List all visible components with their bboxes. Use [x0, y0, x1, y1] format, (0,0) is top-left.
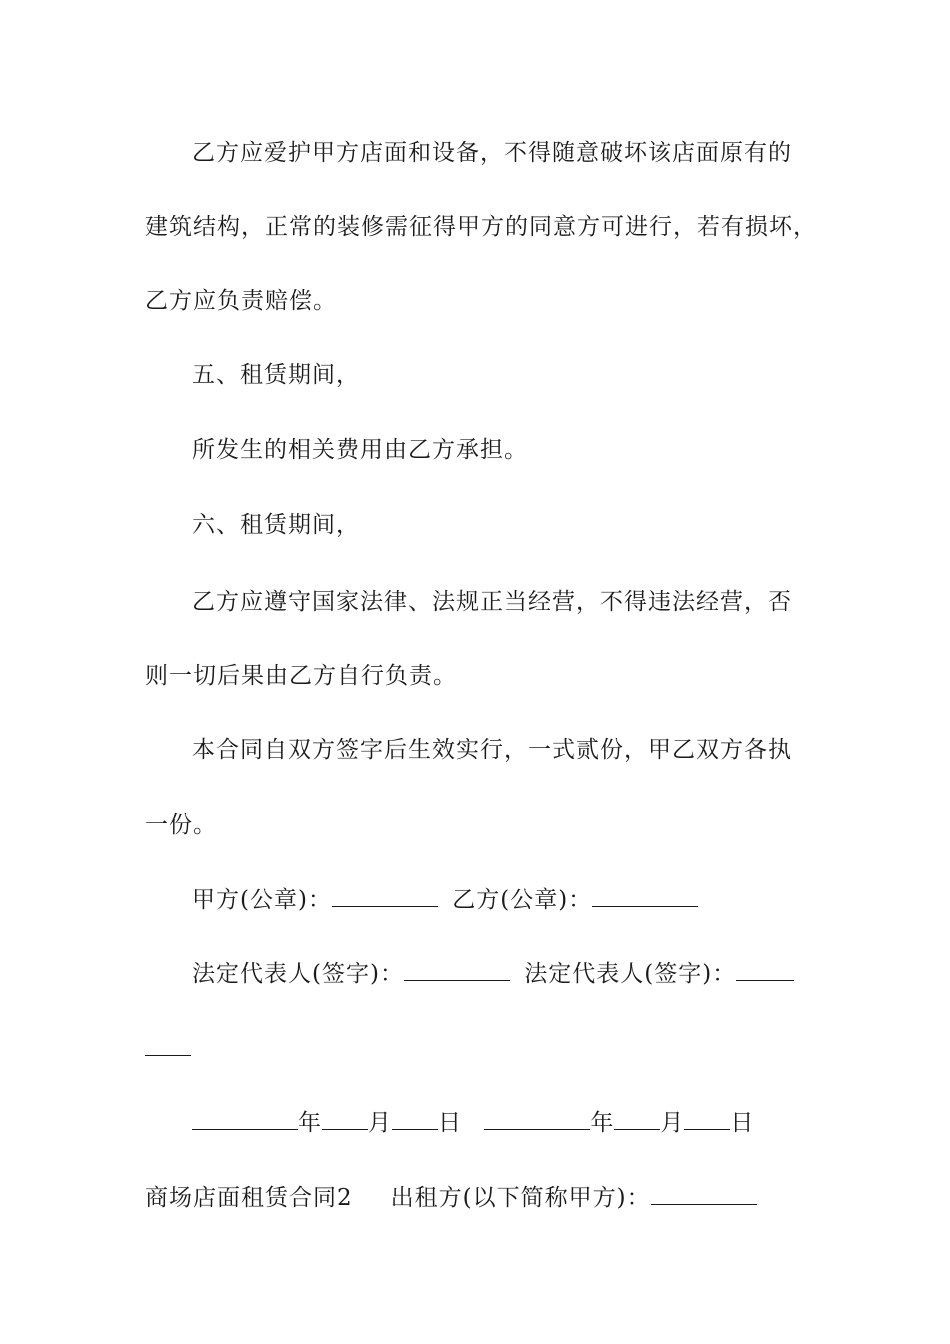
party-a-seal-blank: [332, 886, 438, 907]
year-label-b: 年: [590, 1110, 615, 1136]
year-label-a: 年: [298, 1110, 322, 1136]
rep-b-blank-continued: [145, 1035, 191, 1056]
lessor-label: 出租方(以下简称甲方)：: [390, 1185, 651, 1211]
representative-line: [192, 959, 794, 989]
month-blank-b: [614, 1109, 660, 1130]
month-label-b: 月: [660, 1110, 685, 1136]
party-a-seal-label: 甲方(公章)：: [192, 887, 332, 913]
paragraph-line: 乙方应遵守国家法律、法规正当经营，不得违法经营，否: [192, 589, 792, 615]
rep-a-blank: [404, 960, 510, 981]
year-blank-a: [192, 1109, 298, 1130]
month-label-a: 月: [368, 1110, 392, 1136]
paragraph-line: 所发生的相关费用由乙方承担。: [192, 437, 528, 463]
day-label-a: 日: [438, 1110, 462, 1136]
date-line: [192, 1108, 754, 1138]
day-label-b: 日: [730, 1110, 755, 1136]
paragraph-line: 一份。: [145, 812, 217, 838]
next-contract-line: [145, 1183, 757, 1213]
seal-line: [192, 885, 698, 915]
rep-b-label: 法定代表人(签字)：: [524, 961, 737, 987]
month-blank-a: [322, 1109, 368, 1130]
day-blank-a: [392, 1109, 438, 1130]
party-b-seal-blank: [592, 886, 698, 907]
rep-a-label: 法定代表人(签字)：: [192, 961, 404, 987]
paragraph-line: 乙方应爱护甲方店面和设备，不得随意破坏该店面原有的: [192, 140, 792, 166]
paragraph-line: 乙方应负责赔偿。: [145, 288, 337, 314]
day-blank-b: [684, 1109, 730, 1130]
paragraph-line: 建筑结构，正常的装修需征得甲方的同意方可进行，若有损坏，: [145, 214, 817, 240]
next-contract-title: 商场店面租赁合同2: [145, 1185, 353, 1211]
paragraph-line: 则一切后果由乙方自行负责。: [145, 663, 457, 689]
rep-b-blank: [736, 960, 794, 981]
lessor-blank: [651, 1184, 757, 1205]
year-blank-b: [484, 1109, 590, 1130]
party-b-seal-label: 乙方(公章)：: [452, 887, 593, 913]
representative-continuation: [145, 1034, 191, 1064]
paragraph-line: 本合同自双方签字后生效实行，一式贰份，甲乙双方各执: [192, 737, 792, 763]
section-heading: 六、租赁期间，: [192, 512, 360, 538]
section-heading: 五、租赁期间，: [192, 362, 360, 388]
